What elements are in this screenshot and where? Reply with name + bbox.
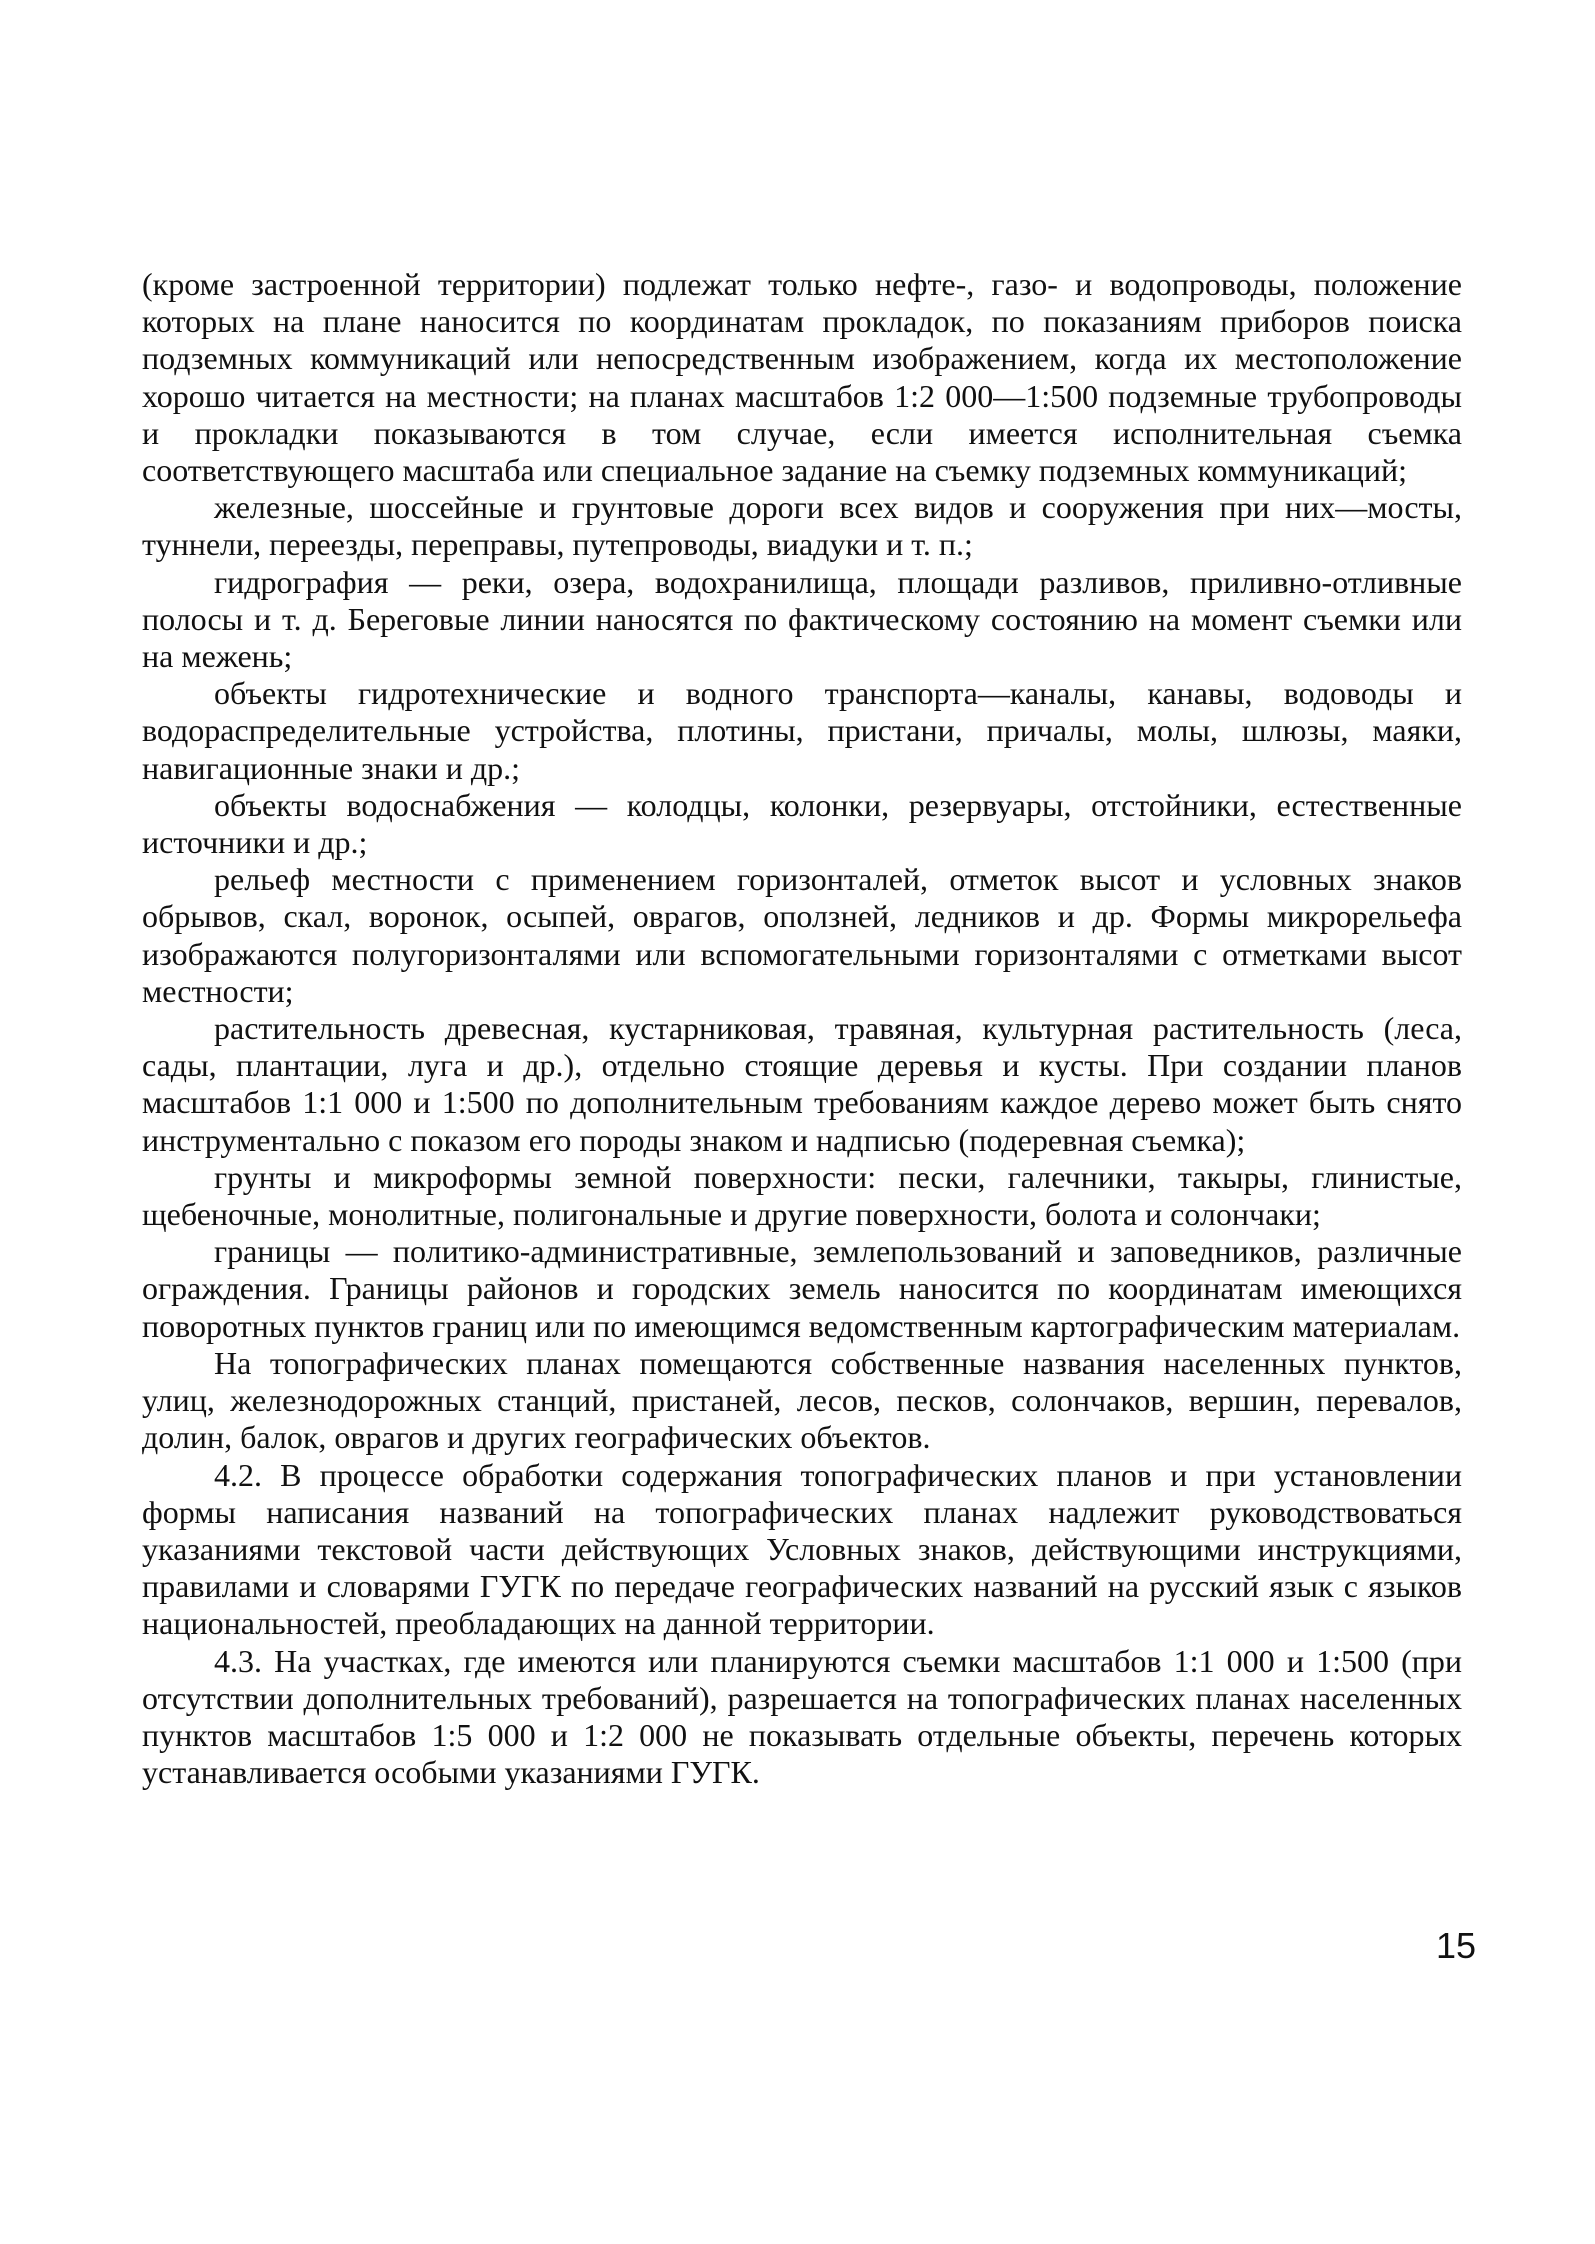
page-number: 15: [1435, 1925, 1476, 1966]
paragraph-hydrography: гидрография — реки, озера, водохранилища, площади разливов, приливно-отливные полосы и т. д. Береговые линии наносятся по фактическому состоянию на момент съемки или на межень;: [142, 563, 1462, 675]
paragraph-soils: грунты и микроформы земной поверхности: пески, галечники, такыры, глинистые, щебеночные, монолитные, полигональные и другие поверхности, болота и солончаки;: [142, 1158, 1462, 1233]
body-text: [142, 266, 1462, 1791]
paragraph-names: На топографических планах помещаются собственные названия населенных пунктов, улиц, железнодорожных станций, пристаней, лесов, песков, солончаков, вершин, перевалов, долин, балок, оврагов и других географических объектов.: [142, 1344, 1462, 1456]
paragraph-section-4-2: 4.2. В процессе обработки содержания топографических планов и при установлении формы написания названий на топографических планах надлежит руководствоваться указаниями текстовой части действующих Условных знаков, действующими инструкциями, правилами и словарями ГУГК по передаче географических названий на русский язык с языков национальностей, преобладающих на данной территории.: [142, 1456, 1462, 1642]
paragraph-continuation: (кроме застроенной территории) подлежат только нефте-, газо- и водопроводы, положение которых на плане наносится по координатам прокладок, по показаниям приборов поиска подземных коммуникаций или непосредственным изображением, когда их местоположение хорошо читается на местности; на планах масштабов 1:2 000—1:500 подземные трубопроводы и прокладки показываются в том случае, если имеется исполнительная съемка соответствующего масштаба или специальное задание на съемку подземных коммуникаций;: [142, 266, 1462, 489]
paragraph-water-supply: объекты водоснабжения — колодцы, колонки, резервуары, отстойники, естественные источники и др.;: [142, 786, 1462, 861]
paragraph-relief: рельеф местности с применением горизонталей, отметок высот и условных знаков обрывов, скал, воронок, осыпей, оврагов, оползней, ледников и др. Формы микрорельефа изображаются полугоризонталями или вспомогательными горизонталями с отметками высот местности;: [142, 861, 1462, 1009]
paragraph-roads: железные, шоссейные и грунтовые дороги всех видов и сооружения при них—мосты, туннели, переезды, переправы, путепроводы, виадуки и т. п.;: [142, 489, 1462, 563]
paragraph-vegetation: растительность древесная, кустарниковая, травяная, культурная растительность (леса, сады, плантации, луга и др.), отдельно стоящие деревья и кусты. При создании планов масштабов 1:1 000 и 1:500 по дополнительным требованиям каждое дерево может быть снято инструментально с показом его породы знаком и надписью (подеревная съемка);: [142, 1010, 1462, 1158]
paragraph-boundaries: границы — политико-административные, землепользований и заповедников, различные ограждения. Границы районов и городских земель наносится по координатам имеющихся поворотных пунктов границ или по имеющимся ведомственным картографическим материалам.: [142, 1233, 1462, 1344]
paragraph-section-4-3: 4.3. На участках, где имеются или планируются съемки масштабов 1:1 000 и 1:500 (при отсутствии дополнительных требований), разрешается на топографических планах населенных пунктов масштабов 1:5 000 и 1:2 000 не показывать отдельные объекты, перечень которых устанавливается особыми указаниями ГУГК.: [142, 1642, 1462, 1791]
paragraph-hydrotechnical: объекты гидротехнические и водного транспорта—каналы, канавы, водоводы и водораспределительные устройства, плотины, пристани, причалы, молы, шлюзы, маяки, навигационные знаки и др.;: [142, 675, 1462, 786]
